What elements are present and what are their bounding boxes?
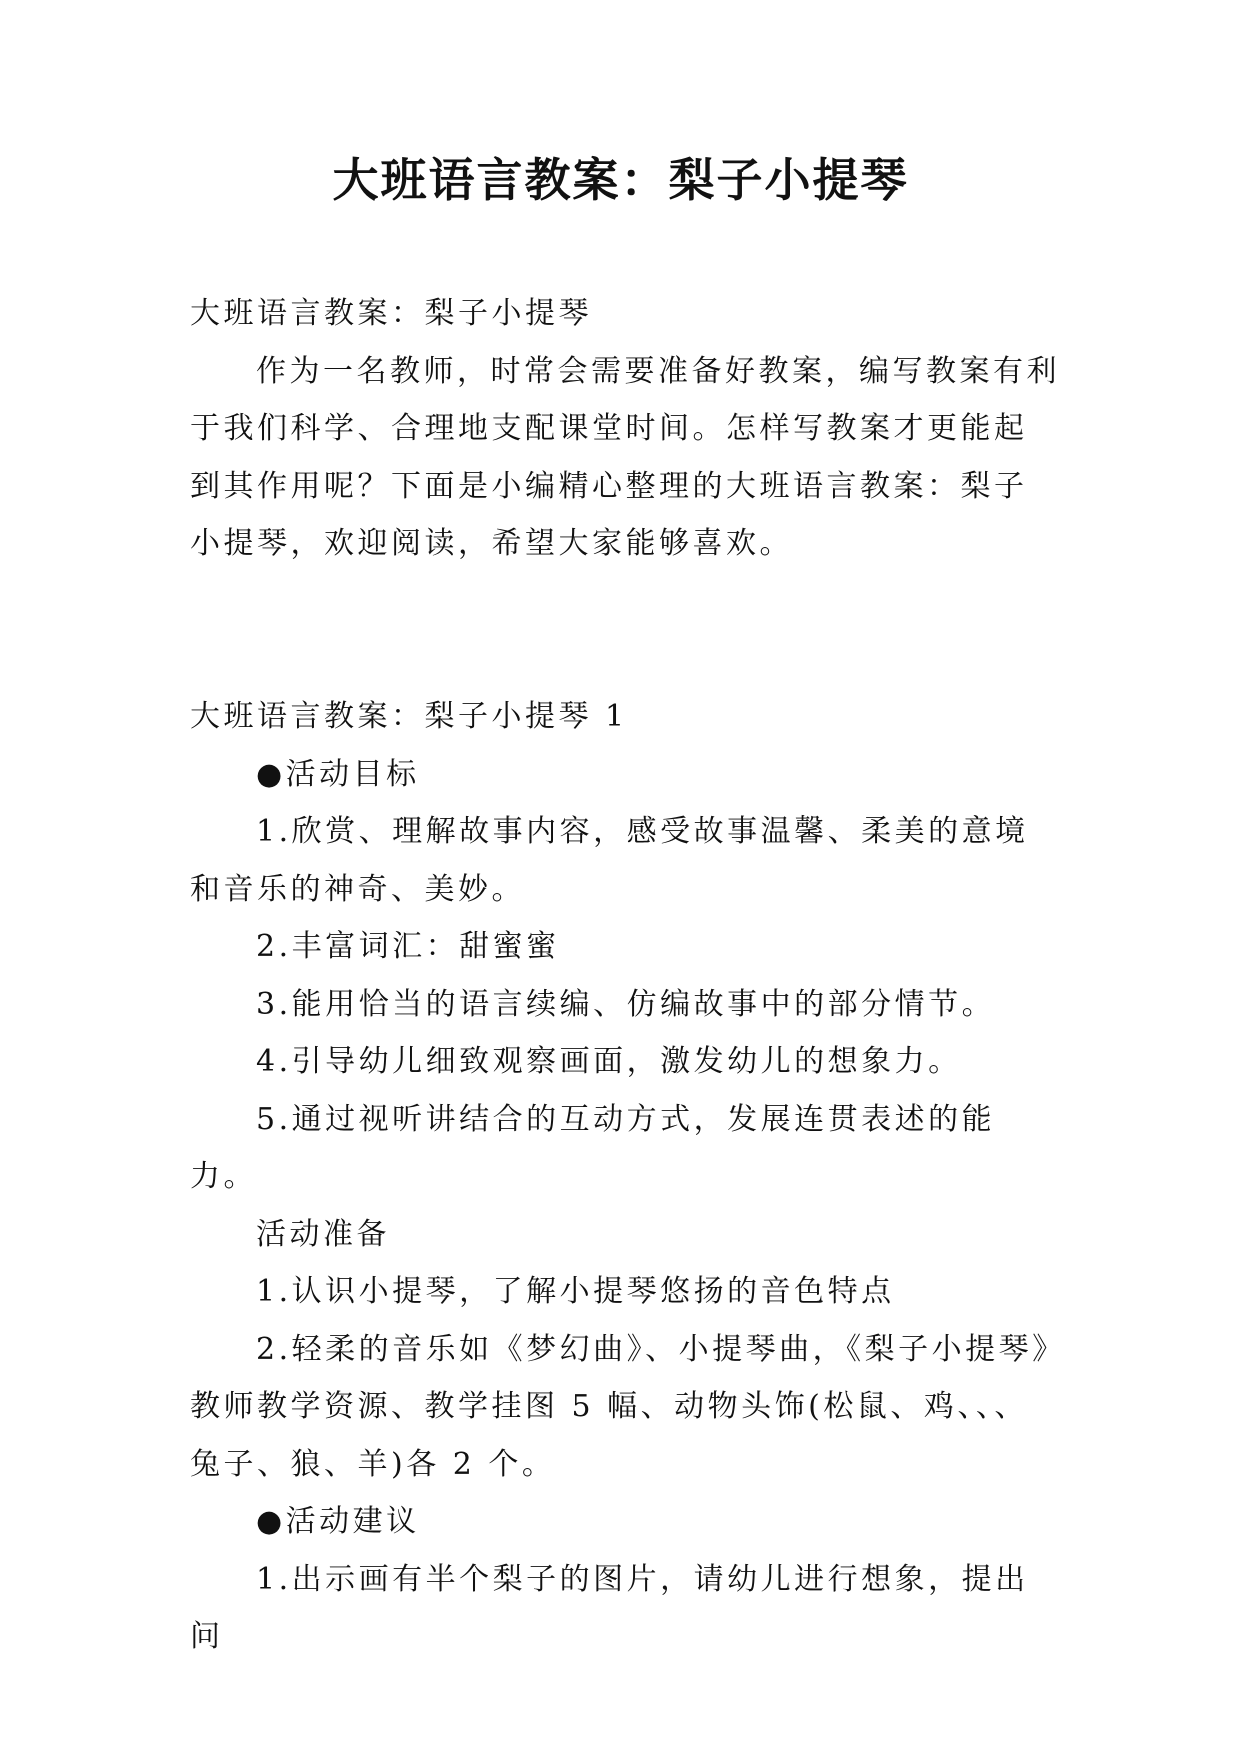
goal-item: 5.通过视听讲结合的互动方式，发展连贯表述的能力。 [190, 1101, 996, 1194]
section-block [190, 688, 1060, 1666]
document-title: 大班语言教案：梨子小提琴 [332, 153, 909, 207]
goal-item: 1.欣赏、理解故事内容，感受故事温馨、柔美的意境和音乐的神奇、美妙。 [190, 814, 1029, 907]
goals-heading: ●活动目标 [256, 756, 420, 792]
intro-block [190, 285, 1060, 573]
goal-item: 2.丰富词汇：甜蜜蜜 [256, 929, 560, 964]
section-heading: 大班语言教案：梨子小提琴 1 [190, 699, 628, 734]
intro-heading: 大班语言教案：梨子小提琴 [190, 296, 592, 331]
prep-item: 1.认识小提琴，了解小提琴悠扬的音色特点 [256, 1274, 895, 1309]
goal-item: 4.引导幼儿细致观察画面，激发幼儿的想象力。 [256, 1044, 962, 1079]
intro-paragraph: 作为一名教师，时常会需要准备好教案，编写教案有利于我们科学、合理地支配课堂时间。怎样写教案才更能起到其作用呢？下面是小编精心整理的大班语言教案：梨子小提琴，欢迎阅读，希望大家能够喜欢。 [190, 353, 1060, 561]
suggest-heading: ●活动建议 [256, 1504, 420, 1539]
prep-heading: 活动准备 [256, 1216, 390, 1252]
prep-item: 2.轻柔的音乐如《梦幻曲》、小提琴曲，《梨子小提琴》教师教学资源、教学挂图 5 幅、动物头饰(松鼠、鸡、、、兔子、狼、羊)各 2 个。 [190, 1331, 1051, 1482]
goal-item: 3.能用恰当的语言续编、仿编故事中的部分情节。 [256, 986, 996, 1022]
suggest-item: 1.出示画有半个梨子的图片，请幼儿进行想象，提出问 [190, 1561, 1029, 1654]
